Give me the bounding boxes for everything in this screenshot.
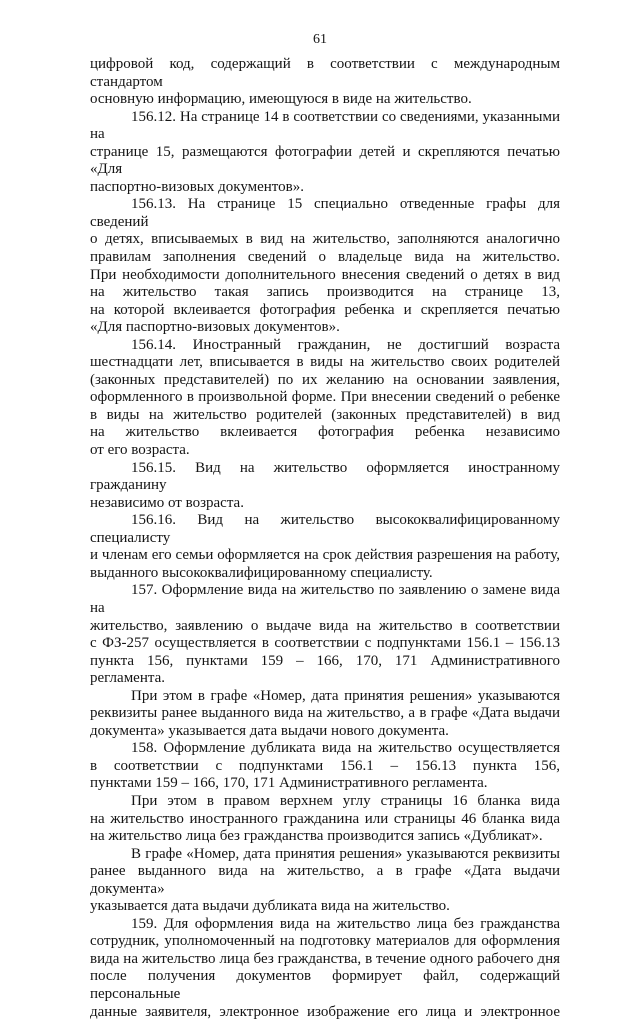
text-line: 156.15. Вид на жительство оформляется иностранному гражданину (90, 459, 560, 494)
text-line: и членам его семьи оформляется на срок действия разрешения на работу, (90, 547, 560, 564)
text-line: пунктами 159 – 166, 170, 171 Административного регламента. (90, 775, 488, 792)
text-line: правилам заполнения сведений о владельце вида на жительство. (90, 249, 560, 266)
text-line: цифровой код, содержащий в соответствии с международным стандартом (90, 56, 560, 90)
text-line: сотрудник, уполномоченный на подготовку материалов для оформления (90, 933, 560, 950)
text-line: на которой вклеивается фотография ребенка и скрепляется печатью (90, 301, 560, 318)
text-line: паспортно-визовых документов». (90, 178, 304, 195)
text-line: указывается дата выдачи дубликата вида на жительство. (90, 898, 450, 915)
page-number: 61 (313, 32, 327, 47)
text-line: жительство, заявлению о выдаче вида на жительство в соответствии (90, 617, 560, 634)
text-line: с ФЗ-257 осуществляется в соответствии с подпунктами 156.1 – 156.13 (90, 635, 560, 652)
text-line: При этом в правом верхнем углу страницы 16 бланка вида (131, 792, 560, 809)
text-line: При необходимости дополнительного внесения сведений о детях в вид (90, 266, 560, 283)
text-line: в соответствии с подпунктами 156.1 – 156.13 пункта 156, (90, 757, 560, 774)
text-line: шестнадцати лет, вписывается в виды на жительство своих родителей (90, 354, 560, 371)
text-line: после получения документов формирует файл, содержащий персональные (90, 968, 560, 1002)
text-line: 159. Для оформления вида на жительство лица без гражданства (131, 915, 560, 932)
text-line: При этом в графе «Номер, дата принятия решения» указываются (131, 687, 560, 704)
text-line: в виды на жительство родителей (законных представителей) в вид (90, 406, 560, 423)
text-line: (законных представителей) по их желанию на основании заявления, (90, 371, 560, 388)
text-line: выданного высококвалифицированному специалисту. (90, 564, 433, 581)
text-line: независимо от возраста. (90, 494, 244, 511)
document-body (90, 56, 560, 1021)
text-line: пункта 156, пунктами 159 – 166, 170, 171 Административного регламента. (90, 652, 560, 687)
text-line: 158. Оформление дубликата вида на жительство осуществляется (131, 740, 560, 757)
text-line: на жительство вклеивается фотография ребенка независимо (90, 424, 560, 441)
text-line: вида на жительство лица без гражданства, в течение одного рабочего дня (90, 950, 560, 967)
text-line: странице 15, размещаются фотографии детей и скрепляются печатью «Для (90, 143, 560, 178)
text-line: на жительство такая запись производится на странице 13, (90, 284, 560, 301)
text-line: документа» указывается дата выдачи нового документа. (90, 722, 449, 739)
text-line: о детях, вписываемых в вид на жительство, заполняются аналогично (90, 231, 560, 248)
text-line: данные заявителя, электронное изображение его лица и электронное (90, 1003, 560, 1020)
text-line: на жительство иностранного гражданина или страницы 46 бланка вида (90, 810, 560, 827)
text-line: от его возраста. (90, 442, 190, 459)
text-line: основную информацию, имеющуюся в виде на жительство. (90, 91, 472, 108)
text-line: 156.12. На странице 14 в соответствии со сведениями, указанными на (90, 108, 560, 143)
text-line: 156.16. Вид на жительство высококвалифицированному специалисту (90, 512, 560, 546)
text-line: 156.13. На странице 15 специально отведенные графы для сведений (90, 196, 560, 230)
text-line: реквизиты ранее выданного вида на жительство, а в графе «Дата выдачи (90, 705, 560, 722)
text-line: В графе «Номер, дата принятия решения» указываются реквизиты (131, 845, 560, 862)
text-line: оформленного в произвольной форме. При внесении сведений о ребенке (90, 389, 560, 406)
text-line: «Для паспортно-визовых документов». (90, 319, 340, 336)
text-line: 156.14. Иностранный гражданин, не достигший возраста (131, 336, 560, 353)
text-line: на жительство лица без гражданства производится запись «Дубликат». (90, 828, 543, 845)
text-line: 157. Оформление вида на жительство по заявлению о замене вида на (90, 582, 560, 616)
text-line: ранее выданного вида на жительство, а в графе «Дата выдачи документа» (90, 863, 560, 897)
